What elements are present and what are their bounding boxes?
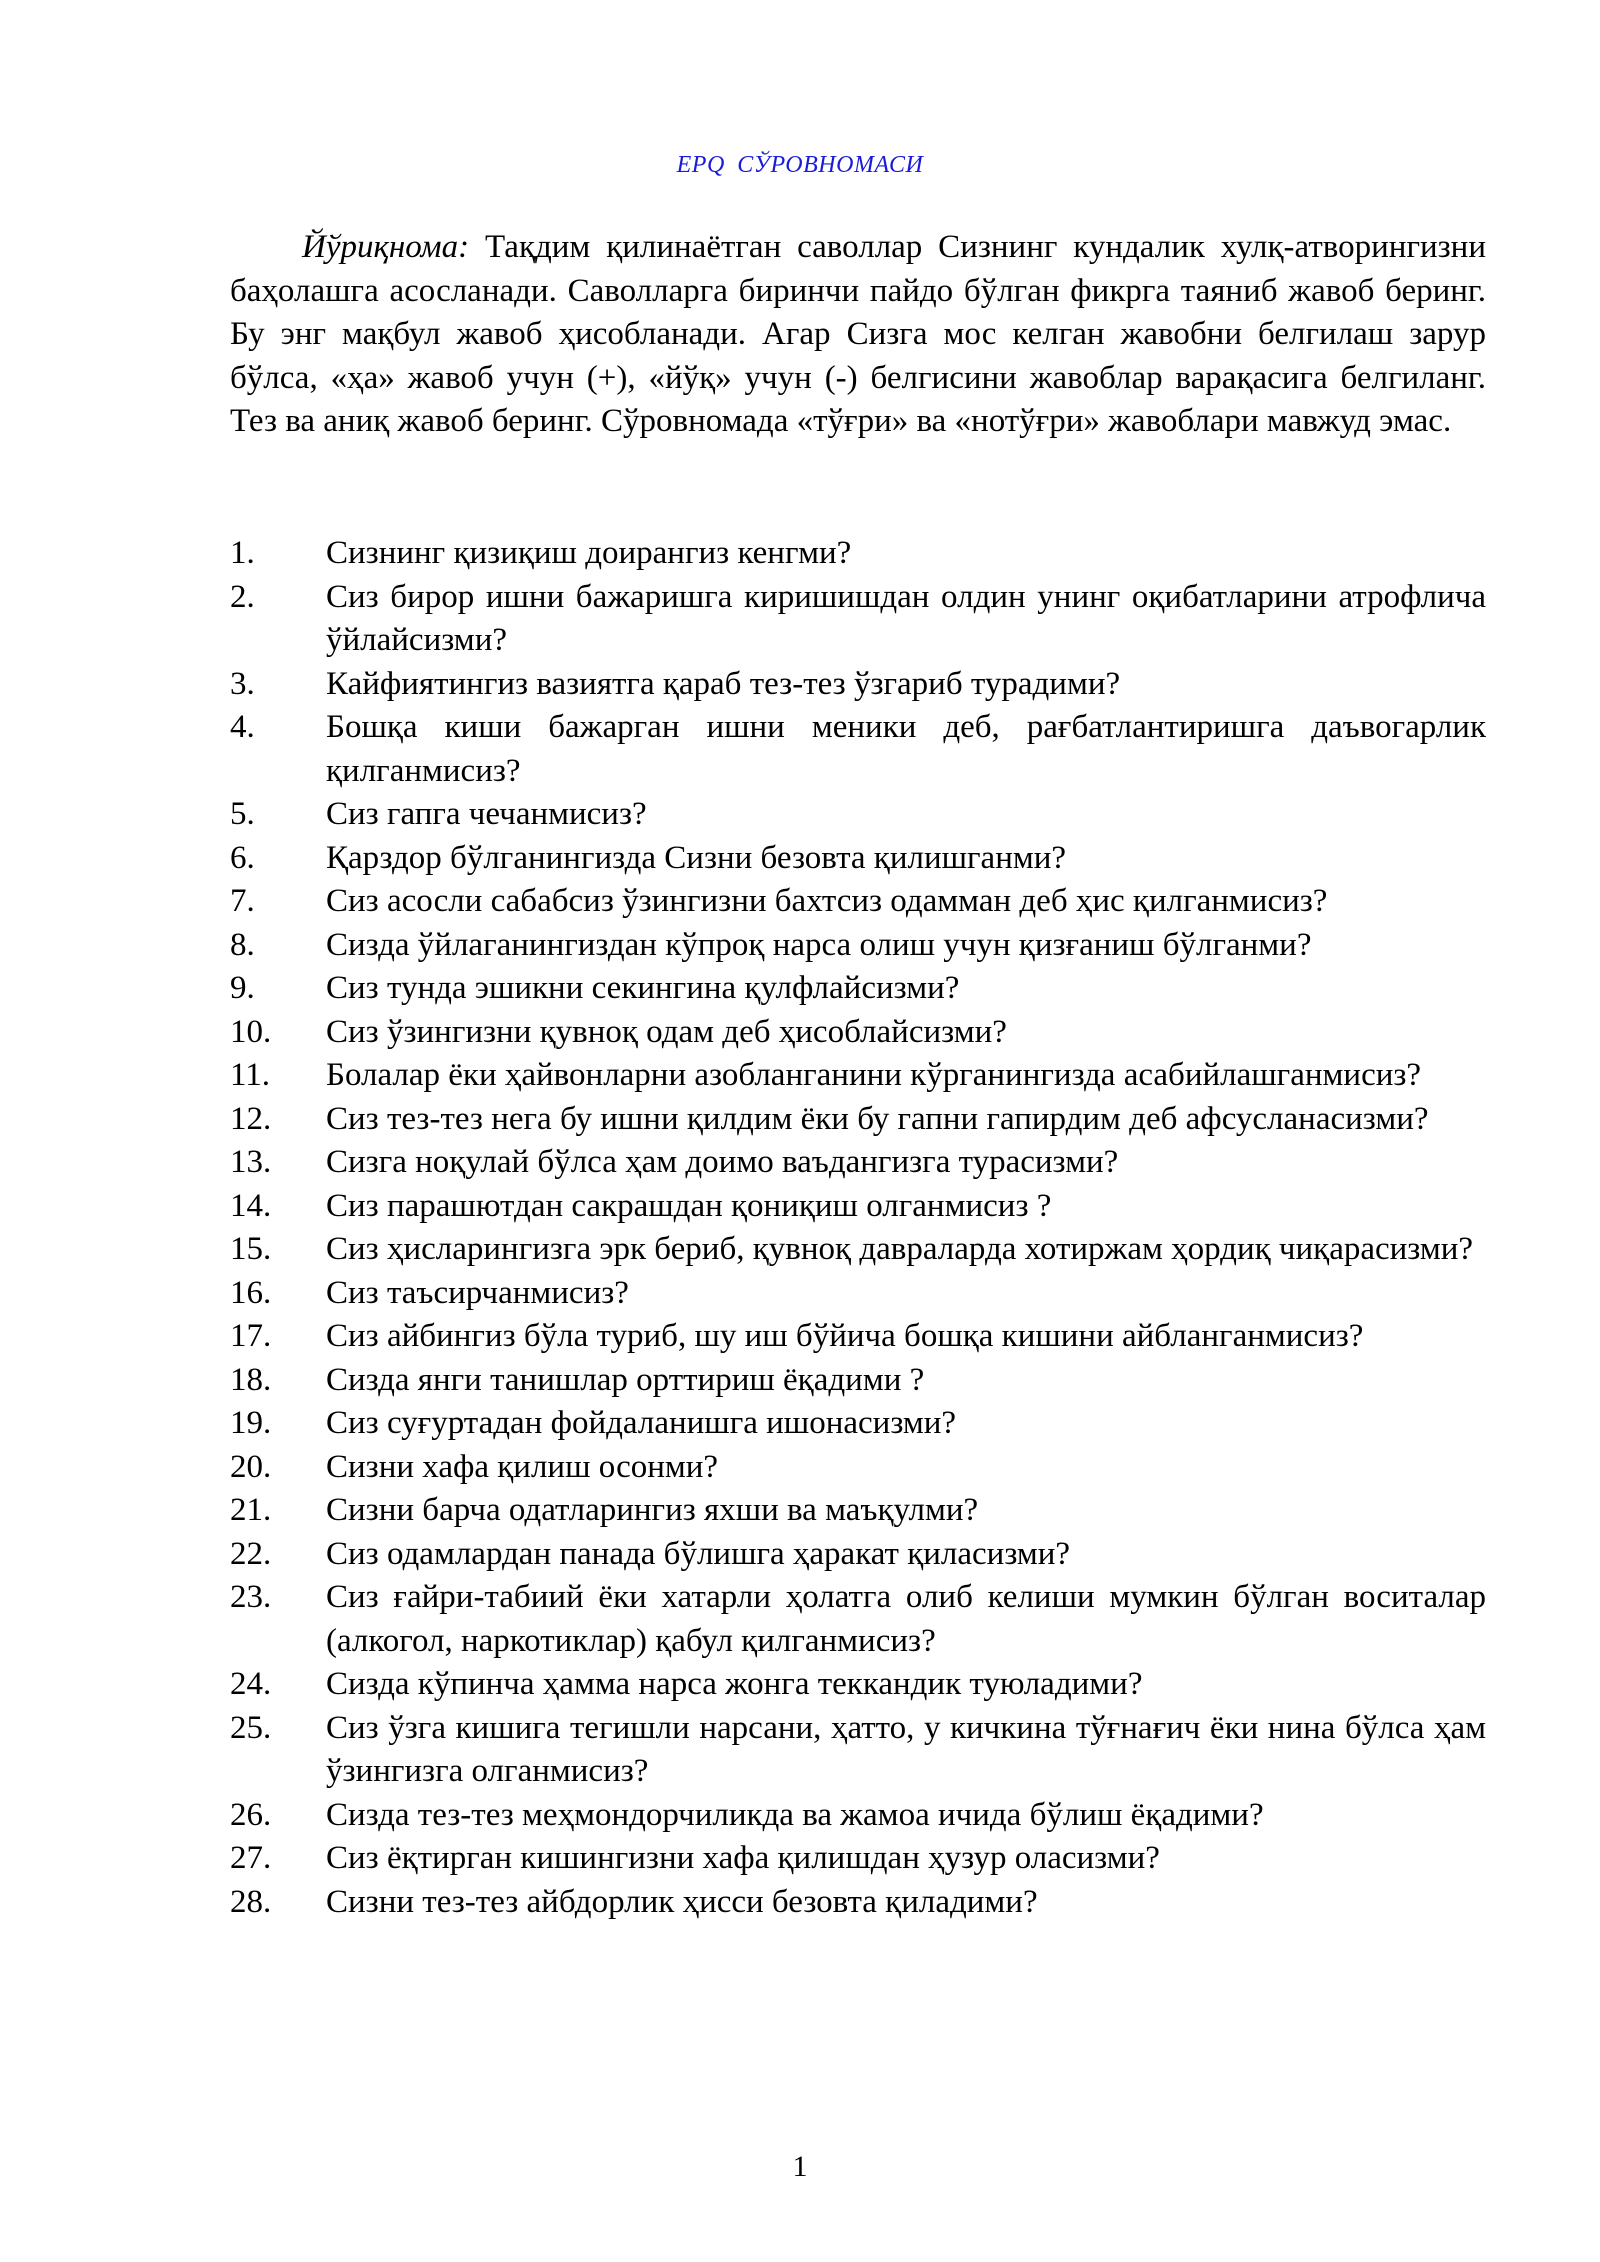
question-number: 27. xyxy=(230,1840,272,1876)
question-number: 10. xyxy=(230,1013,272,1050)
question-item xyxy=(230,837,1486,881)
question-item xyxy=(230,706,1486,793)
question-text: Сиз айбингиз бўла туриб, шу иш бўйича бошқа кишини айбланганмисиз? xyxy=(326,1318,1364,1354)
question-item xyxy=(230,967,1486,1011)
question-item xyxy=(230,663,1486,707)
question-text: Сизни барча одатларингиз яхши ва маъқулми? xyxy=(326,1492,979,1528)
question-text: Сизда кўпинча ҳамма нарса жонга теккандик туюладими? xyxy=(326,1666,1143,1702)
question-text: Сизнинг қизиқиш доирангиз кенгми? xyxy=(326,535,852,571)
question-number: 19. xyxy=(230,1405,272,1441)
question-item xyxy=(230,880,1486,924)
question-item xyxy=(230,1446,1486,1490)
question-number: 26. xyxy=(230,1796,272,1833)
question-item xyxy=(230,1315,1486,1359)
question-text: Сиз парашютдан сакрашдан қониқиш олганмисиз ? xyxy=(326,1187,1052,1224)
question-text: Сиз ўзга кишига тегишли нарсани, ҳатто, у кичкина тўғнағич ёки нина бўлса ҳам ўзингизга олганмисиз? xyxy=(326,1709,1486,1789)
question-number: 1. xyxy=(230,535,255,571)
question-text: Сиз ғайри-табиий ёки хатарли ҳолатга олиб келиши мумкин бўлган воситалар (алкогол, наркотиклар) қабул қилганмисиз? xyxy=(326,1579,1486,1659)
question-number: 16. xyxy=(230,1274,272,1311)
question-text: Сиз одамлардан панада бўлишга ҳаракат қиласизми? xyxy=(326,1535,1071,1572)
question-text: Кайфиятингиз вазиятга қараб тез-тез ўзгариб турадими? xyxy=(326,665,1121,702)
question-item xyxy=(230,1533,1486,1577)
question-text: Сизда янги танишлар орттириш ёқадими ? xyxy=(326,1361,925,1398)
question-item xyxy=(230,924,1486,968)
question-item xyxy=(230,1707,1486,1794)
question-number: 20. xyxy=(230,1448,272,1485)
question-number: 6. xyxy=(230,839,255,876)
question-number: 9. xyxy=(230,970,255,1006)
question-item xyxy=(230,532,1486,576)
question-item xyxy=(230,1663,1486,1707)
question-item xyxy=(230,1489,1486,1533)
question-number: 25. xyxy=(230,1709,272,1746)
question-item xyxy=(230,1185,1486,1229)
question-text: Сизда тез-тез меҳмондорчиликда ва жамоа ичида бўлиш ёқадими? xyxy=(326,1796,1264,1833)
question-item xyxy=(230,793,1486,837)
question-item xyxy=(230,1576,1486,1663)
instructions-text: Тақдим қилинаётган саволлар Сизнинг кундалик хулқ-атворингизни баҳолашга асосланади. Саволларга биринчи пайдо бўлган фикрга таяниб жавоб беринг. Бу энг мақбул жавоб ҳисобланади. Агар Сизга мос келган жавобни белгилаш зарур бўлса, «ҳа» жавоб учун (+), «йўқ» учун (-) белгисини жавоблар варақасига белгиланг. Тез ва аниқ жавоб беринг. Сўровномада «тўғри» ва «нотўғри» жавоблари мавжуд эмас. xyxy=(230,229,1486,439)
question-number: 2. xyxy=(230,578,255,615)
page-title: EPQ СЎРОВНОМАСИ xyxy=(676,152,924,178)
question-text: Сиз ҳисларингизга эрк бериб, қувноқ давраларда хотиржам ҳордиқ чиқарасизми? xyxy=(326,1231,1474,1267)
question-item xyxy=(230,1272,1486,1316)
question-item xyxy=(230,1141,1486,1185)
question-number: 8. xyxy=(230,926,255,963)
question-number: 28. xyxy=(230,1883,272,1920)
question-item xyxy=(230,1054,1486,1098)
question-number: 13. xyxy=(230,1144,272,1180)
question-number: 11. xyxy=(230,1057,271,1093)
question-text: Сиз бирор ишни бажаришга киришишдан олдин унинг оқибатларини атрофлича ўйлайсизми? xyxy=(326,578,1486,658)
question-text: Сиз асосли сабабсиз ўзингизни бахтсиз одамман деб ҳис қилганмисиз? xyxy=(326,883,1328,919)
question-number: 5. xyxy=(230,796,255,832)
question-number: 21. xyxy=(230,1492,272,1528)
question-item xyxy=(230,1228,1486,1272)
question-text: Сизда ўйлаганингиздан кўпроқ нарса олиш учун қизғаниш бўлганми? xyxy=(326,926,1312,963)
question-item xyxy=(230,1098,1486,1142)
question-text: Болалар ёки ҳайвонларни азобланганини кўрганингизда асабийлашганмисиз? xyxy=(326,1057,1422,1093)
question-text: Сиз тез-тез нега бу ишни қилдим ёки бу гапни гапирдим деб афсусланасизми? xyxy=(326,1100,1429,1137)
question-number: 15. xyxy=(230,1231,272,1267)
question-text: Сиз гапга чечанмисиз? xyxy=(326,796,647,832)
question-number: 14. xyxy=(230,1187,272,1224)
question-text: Бошқа киши бажарган ишни меники деб, рағбатлантиришга даъвогарлик қилганмисиз? xyxy=(326,709,1486,789)
question-text: Қарздор бўлганингизда Сизни безовта қилишганми? xyxy=(326,839,1067,876)
question-text: Сиз суғуртадан фойдаланишга ишонасизми? xyxy=(326,1405,957,1441)
question-item xyxy=(230,1881,1486,1925)
question-number: 24. xyxy=(230,1666,272,1702)
question-number: 3. xyxy=(230,665,255,702)
question-item xyxy=(230,1011,1486,1055)
question-item xyxy=(230,1837,1486,1881)
question-text: Сиз ўзингизни қувноқ одам деб ҳисоблайсизми? xyxy=(326,1013,1007,1050)
question-number: 7. xyxy=(230,883,255,919)
question-text: Сиз таъсирчанмисиз? xyxy=(326,1274,629,1311)
instructions-lead: Йўриқнома: xyxy=(302,229,470,265)
question-list xyxy=(230,532,1486,1924)
question-number: 22. xyxy=(230,1535,272,1572)
page-number: 1 xyxy=(792,2150,808,2183)
question-text: Сиз тунда эшикни секингина қулфлайсизми? xyxy=(326,970,960,1006)
question-text: Сиз ёқтирган кишингизни хафа қилишдан ҳузур оласизми? xyxy=(326,1840,1160,1876)
question-item xyxy=(230,576,1486,663)
question-number: 18. xyxy=(230,1361,272,1398)
question-text: Сизга ноқулай бўлса ҳам доимо ваъдангизга турасизми? xyxy=(326,1144,1119,1180)
instructions-paragraph xyxy=(230,226,1486,444)
question-number: 12. xyxy=(230,1100,272,1137)
question-number: 4. xyxy=(230,709,255,745)
question-text: Сизни хафа қилиш осонми? xyxy=(326,1448,719,1485)
question-item xyxy=(230,1359,1486,1403)
question-number: 23. xyxy=(230,1579,272,1615)
question-item xyxy=(230,1794,1486,1838)
question-item xyxy=(230,1402,1486,1446)
question-text: Сизни тез-тез айбдорлик ҳисси безовта қиладими? xyxy=(326,1883,1038,1920)
question-number: 17. xyxy=(230,1318,272,1354)
